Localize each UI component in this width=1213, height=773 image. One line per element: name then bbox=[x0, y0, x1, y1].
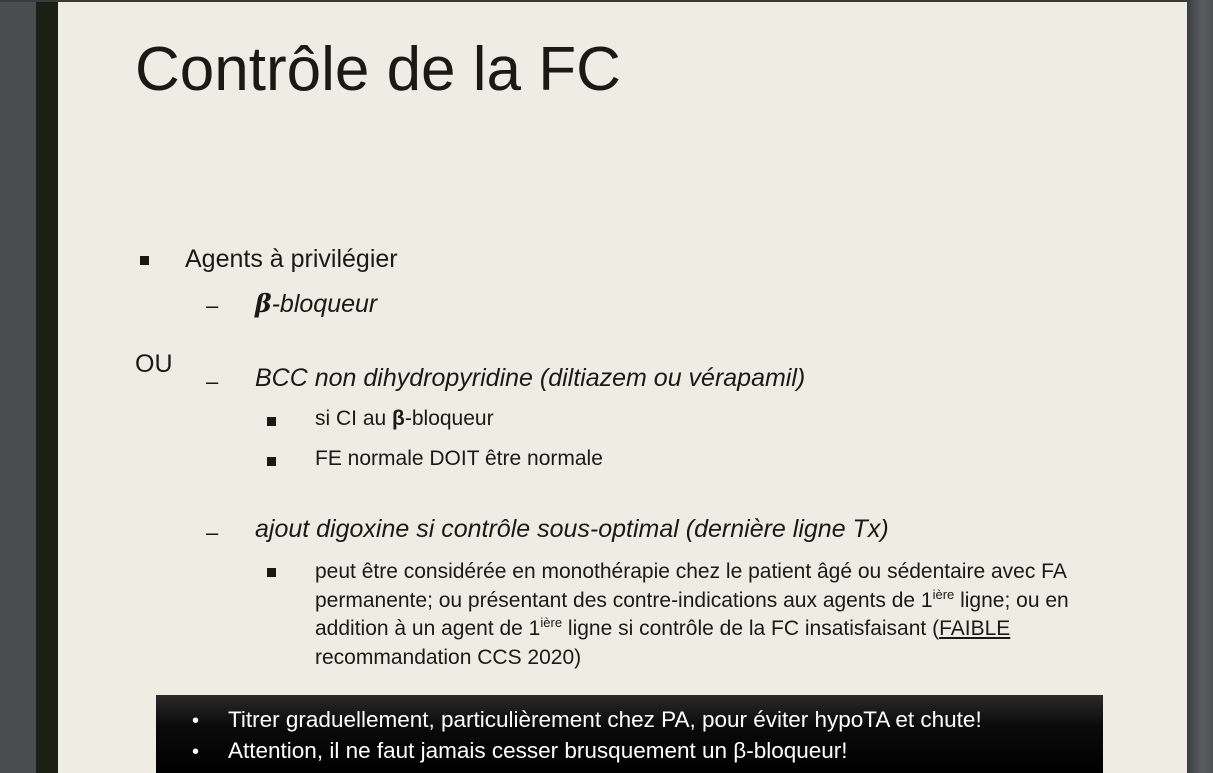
detail-text: ligne si contrôle de la FC insatisfaisant ( bbox=[562, 617, 940, 640]
bullet-dot-icon: • bbox=[192, 710, 200, 732]
or-connector: OU bbox=[135, 350, 173, 378]
bullet-dot-icon: • bbox=[192, 741, 200, 763]
bullet-square-icon bbox=[140, 256, 149, 265]
detail-text: peut être considérée en monothérapie chez le patient âgé ou sédentaire avec FA permanente; ou présentant des contre-indications aux agents de 1 bbox=[315, 560, 1066, 612]
dash-bullet-icon: – bbox=[206, 369, 219, 394]
option-ccb: BCC non dihydropyridine (diltiazem ou vérapamil) bbox=[255, 364, 806, 392]
option-beta-blocker bbox=[255, 289, 377, 319]
dash-bullet-icon: – bbox=[206, 293, 219, 318]
detail-text: recommandation CCS 2020) bbox=[315, 645, 582, 669]
digoxin-detail bbox=[315, 558, 1085, 672]
underlined-strength: FAIBLE bbox=[939, 617, 1011, 640]
callout-item: Titrer graduellement, particulièrement chez PA, pour éviter hypoTA et chute! bbox=[228, 707, 982, 732]
callout-item: Attention, il ne faut jamais cesser brusquement un β-bloqueur! bbox=[228, 738, 848, 763]
condition-ci-beta bbox=[315, 407, 494, 431]
condition-fe-normal: FE normale DOIT être normale bbox=[315, 447, 603, 470]
superscript: ière bbox=[540, 615, 563, 630]
section-heading: Agents à privilégier bbox=[185, 245, 398, 273]
bullet-square-icon bbox=[267, 457, 276, 466]
condition-suffix: -bloqueur bbox=[404, 407, 494, 430]
bullet-square-icon bbox=[267, 417, 276, 426]
superscript: ière bbox=[932, 586, 955, 602]
window-right-edge bbox=[1187, 0, 1213, 773]
slide bbox=[36, 2, 1187, 773]
dash-bullet-icon: – bbox=[206, 520, 219, 545]
condition-prefix: si CI au bbox=[315, 407, 393, 430]
bullet-square-icon bbox=[267, 568, 276, 577]
warning-callout bbox=[156, 695, 1103, 773]
slide-title: Contrôle de la FC bbox=[135, 35, 621, 104]
detail-text: ligne; ou en addition à un agent de 1 bbox=[315, 588, 1069, 640]
option-beta-blocker-label: -bloqueur bbox=[271, 290, 378, 318]
beta-symbol: β bbox=[255, 289, 272, 318]
beta-symbol: β bbox=[392, 407, 405, 430]
option-digoxin: ajout digoxine si contrôle sous-optimal (dernière ligne Tx) bbox=[255, 515, 889, 543]
slide-accent-bar bbox=[36, 2, 58, 773]
